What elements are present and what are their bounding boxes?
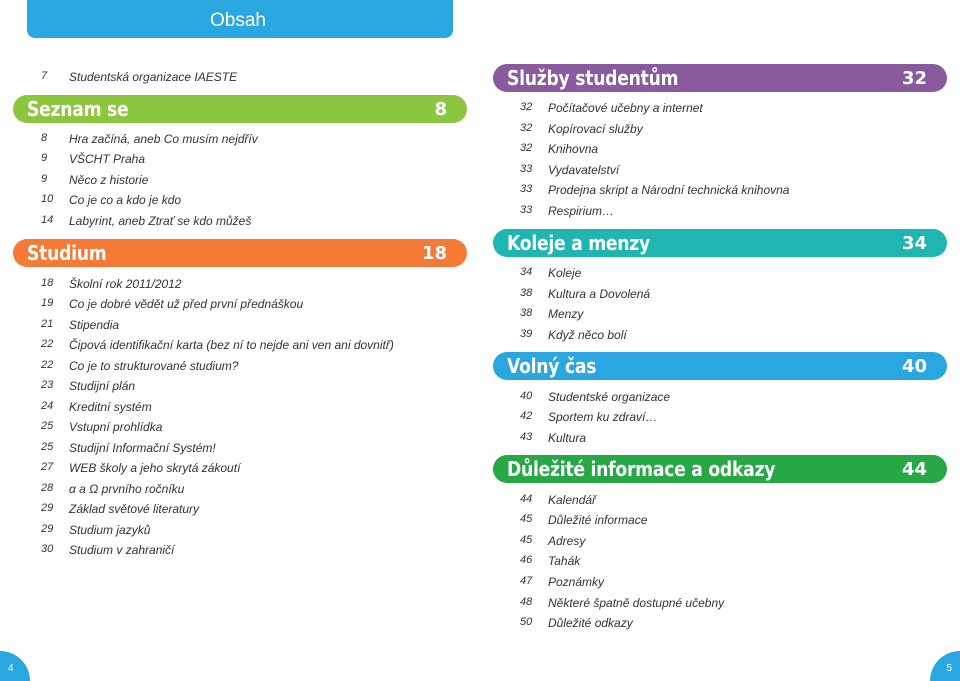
toc-entry-text: Kreditní systém — [69, 400, 152, 414]
toc-entry-text: Labyrint, aneb Ztrať se kdo můžeš — [69, 214, 252, 228]
toc-entry-text: Co je to strukturované studium? — [69, 359, 239, 373]
page-number: 4 — [8, 663, 14, 674]
toc-entry-text: Hra začíná, aneb Co musím nejdřív — [69, 132, 258, 146]
toc-entry-page: 25 — [41, 441, 54, 453]
toc-entry-page: 7 — [41, 70, 48, 82]
toc-entry-text: Co je co a kdo je kdo — [69, 193, 182, 207]
toc-entry-page: 45 — [520, 513, 533, 525]
toc-entry-page: 39 — [520, 328, 533, 340]
toc-entry-text: VŠCHT Praha — [69, 152, 146, 166]
toc-entry-page: 48 — [520, 596, 533, 608]
toc-entry-page: 9 — [41, 173, 48, 185]
toc-entry-page: 38 — [520, 287, 533, 299]
section-title: Seznam se — [27, 97, 129, 121]
toc-entry-text: Důležité informace — [548, 513, 648, 527]
toc-entry-text: Studentské organizace — [548, 390, 671, 404]
toc-entry-page: 33 — [520, 163, 533, 175]
section-bar-seznam-se[interactable] — [13, 95, 467, 123]
toc-entry-page: 29 — [41, 523, 54, 535]
toc-entry-page: 33 — [520, 183, 533, 195]
toc-entry-text: Důležité odkazy — [548, 616, 633, 630]
toc-entry-text: Školní rok 2011/2012 — [69, 277, 182, 291]
toc-entry-text: Koleje — [548, 266, 582, 280]
toc-entry-text: Sportem ku zdraví… — [548, 410, 658, 424]
section-bar-dulezite-informace[interactable] — [493, 455, 947, 483]
toc-entry-text: Menzy — [548, 307, 584, 321]
section-page: 34 — [901, 233, 927, 254]
toc-entry-page: 24 — [41, 400, 54, 412]
toc-entry-page: 47 — [520, 575, 533, 587]
toc-entry-page: 28 — [41, 482, 54, 494]
toc-entry-text: Kalendář — [548, 493, 597, 507]
toc-entry-page: 9 — [41, 152, 48, 164]
toc-entry-text: Stipendia — [69, 318, 120, 332]
toc-entry-page: 50 — [520, 616, 533, 628]
toc-entry-page: 29 — [41, 502, 54, 514]
toc-entry-page: 38 — [520, 307, 533, 319]
section-bar-studium[interactable] — [13, 239, 467, 267]
section-title: Důležité informace a odkazy — [507, 457, 776, 481]
toc-entry-text: Adresy — [548, 534, 586, 548]
toc-entry-text: Knihovna — [548, 142, 599, 156]
toc-entry-text: Respirium… — [548, 204, 615, 218]
toc-entry-text: α a Ω prvního ročníku — [69, 482, 185, 496]
toc-entry-text: Co je dobré vědět už před první přednáškou — [69, 297, 304, 311]
toc-entry-page: 14 — [41, 214, 54, 226]
toc-entry-text: Prodejna skript a Národní technická knihovna — [548, 183, 790, 197]
toc-entry-page: 30 — [41, 543, 54, 555]
toc-entry-text: WEB školy a jeho skrytá zákoutí — [69, 461, 241, 475]
toc-entry-text: Některé špatně dostupné učebny — [548, 596, 725, 610]
section-title: Studium — [27, 241, 107, 265]
toc-entry-page: 21 — [41, 318, 54, 330]
toc-entry-page: 18 — [41, 277, 54, 289]
section-page: 18 — [421, 243, 447, 264]
section-bar-koleje-a-menzy[interactable] — [493, 229, 947, 257]
section-page: 40 — [901, 356, 927, 377]
toc-entry-text: Studijní Informační Systém! — [69, 441, 216, 455]
toc-entry-page: 44 — [520, 493, 533, 505]
toc-entry-page: 23 — [41, 379, 54, 391]
toc-entry-page: 8 — [41, 132, 48, 144]
toc-entry-page: 22 — [41, 359, 54, 371]
toc-entry-page: 42 — [520, 410, 533, 422]
toc-entry-page: 32 — [520, 122, 533, 134]
toc-entry-page: 32 — [520, 101, 533, 113]
toc-entry-page: 33 — [520, 204, 533, 216]
page-number: 5 — [946, 663, 952, 674]
toc-entry-text: Poznámky — [548, 575, 605, 589]
toc-entry-page: 43 — [520, 431, 533, 443]
toc-entry-text: Kultura a Dovolená — [548, 287, 651, 301]
section-title: Volný čas — [507, 354, 597, 378]
section-bar-volny-cas[interactable] — [493, 352, 947, 380]
toc-entry-text: Když něco bolí — [548, 328, 627, 342]
toc-entry-text: Vydavatelství — [548, 163, 620, 177]
toc-entry-page: 32 — [520, 142, 533, 154]
toc-entry-text: Základ světové literatury — [69, 502, 200, 516]
toc-entry-text: Studium v zahraničí — [69, 543, 175, 557]
toc-entry-text: Kultura — [548, 431, 587, 445]
toc-entry-page: 46 — [520, 554, 533, 566]
toc-entry-page: 19 — [41, 297, 54, 309]
toc-entry-text: Počítačové učebny a internet — [548, 101, 703, 115]
toc-entry-text: Kopírovací služby — [548, 122, 643, 136]
page-number-right — [930, 651, 960, 681]
section-title: Služby studentům — [507, 66, 679, 90]
toc-entry-page: 45 — [520, 534, 533, 546]
section-page: 8 — [434, 99, 447, 120]
section-bar-sluzby-studentum[interactable] — [493, 64, 947, 92]
section-page: 44 — [901, 459, 927, 480]
toc-entry-page: 22 — [41, 338, 54, 350]
toc-entry-text: Studijní plán — [69, 379, 136, 393]
toc-entry-text: Vstupní prohlídka — [69, 420, 163, 434]
toc-entry-text: Něco z historie — [69, 173, 149, 187]
toc-entry-page: 10 — [41, 193, 54, 205]
toc-entry-text: Tahák — [548, 554, 581, 568]
section-page: 32 — [901, 68, 927, 89]
toc-entry-page: 40 — [520, 390, 533, 402]
toc-entry-text: Studium jazyků — [69, 523, 151, 537]
page-number-left — [0, 651, 30, 681]
contents-title-bar — [27, 0, 453, 38]
toc-entry-page: 25 — [41, 420, 54, 432]
toc-entry-page: 34 — [520, 266, 533, 278]
page-title: Obsah — [210, 10, 266, 31]
section-title: Koleje a menzy — [507, 231, 651, 255]
toc-entry-page: 27 — [41, 461, 54, 473]
toc-entry-text: Čipová identifikační karta (bez ní to nejde ani ven ani dovnitř) — [69, 338, 394, 352]
toc-entry-text: Studentská organizace IAESTE — [69, 70, 238, 84]
